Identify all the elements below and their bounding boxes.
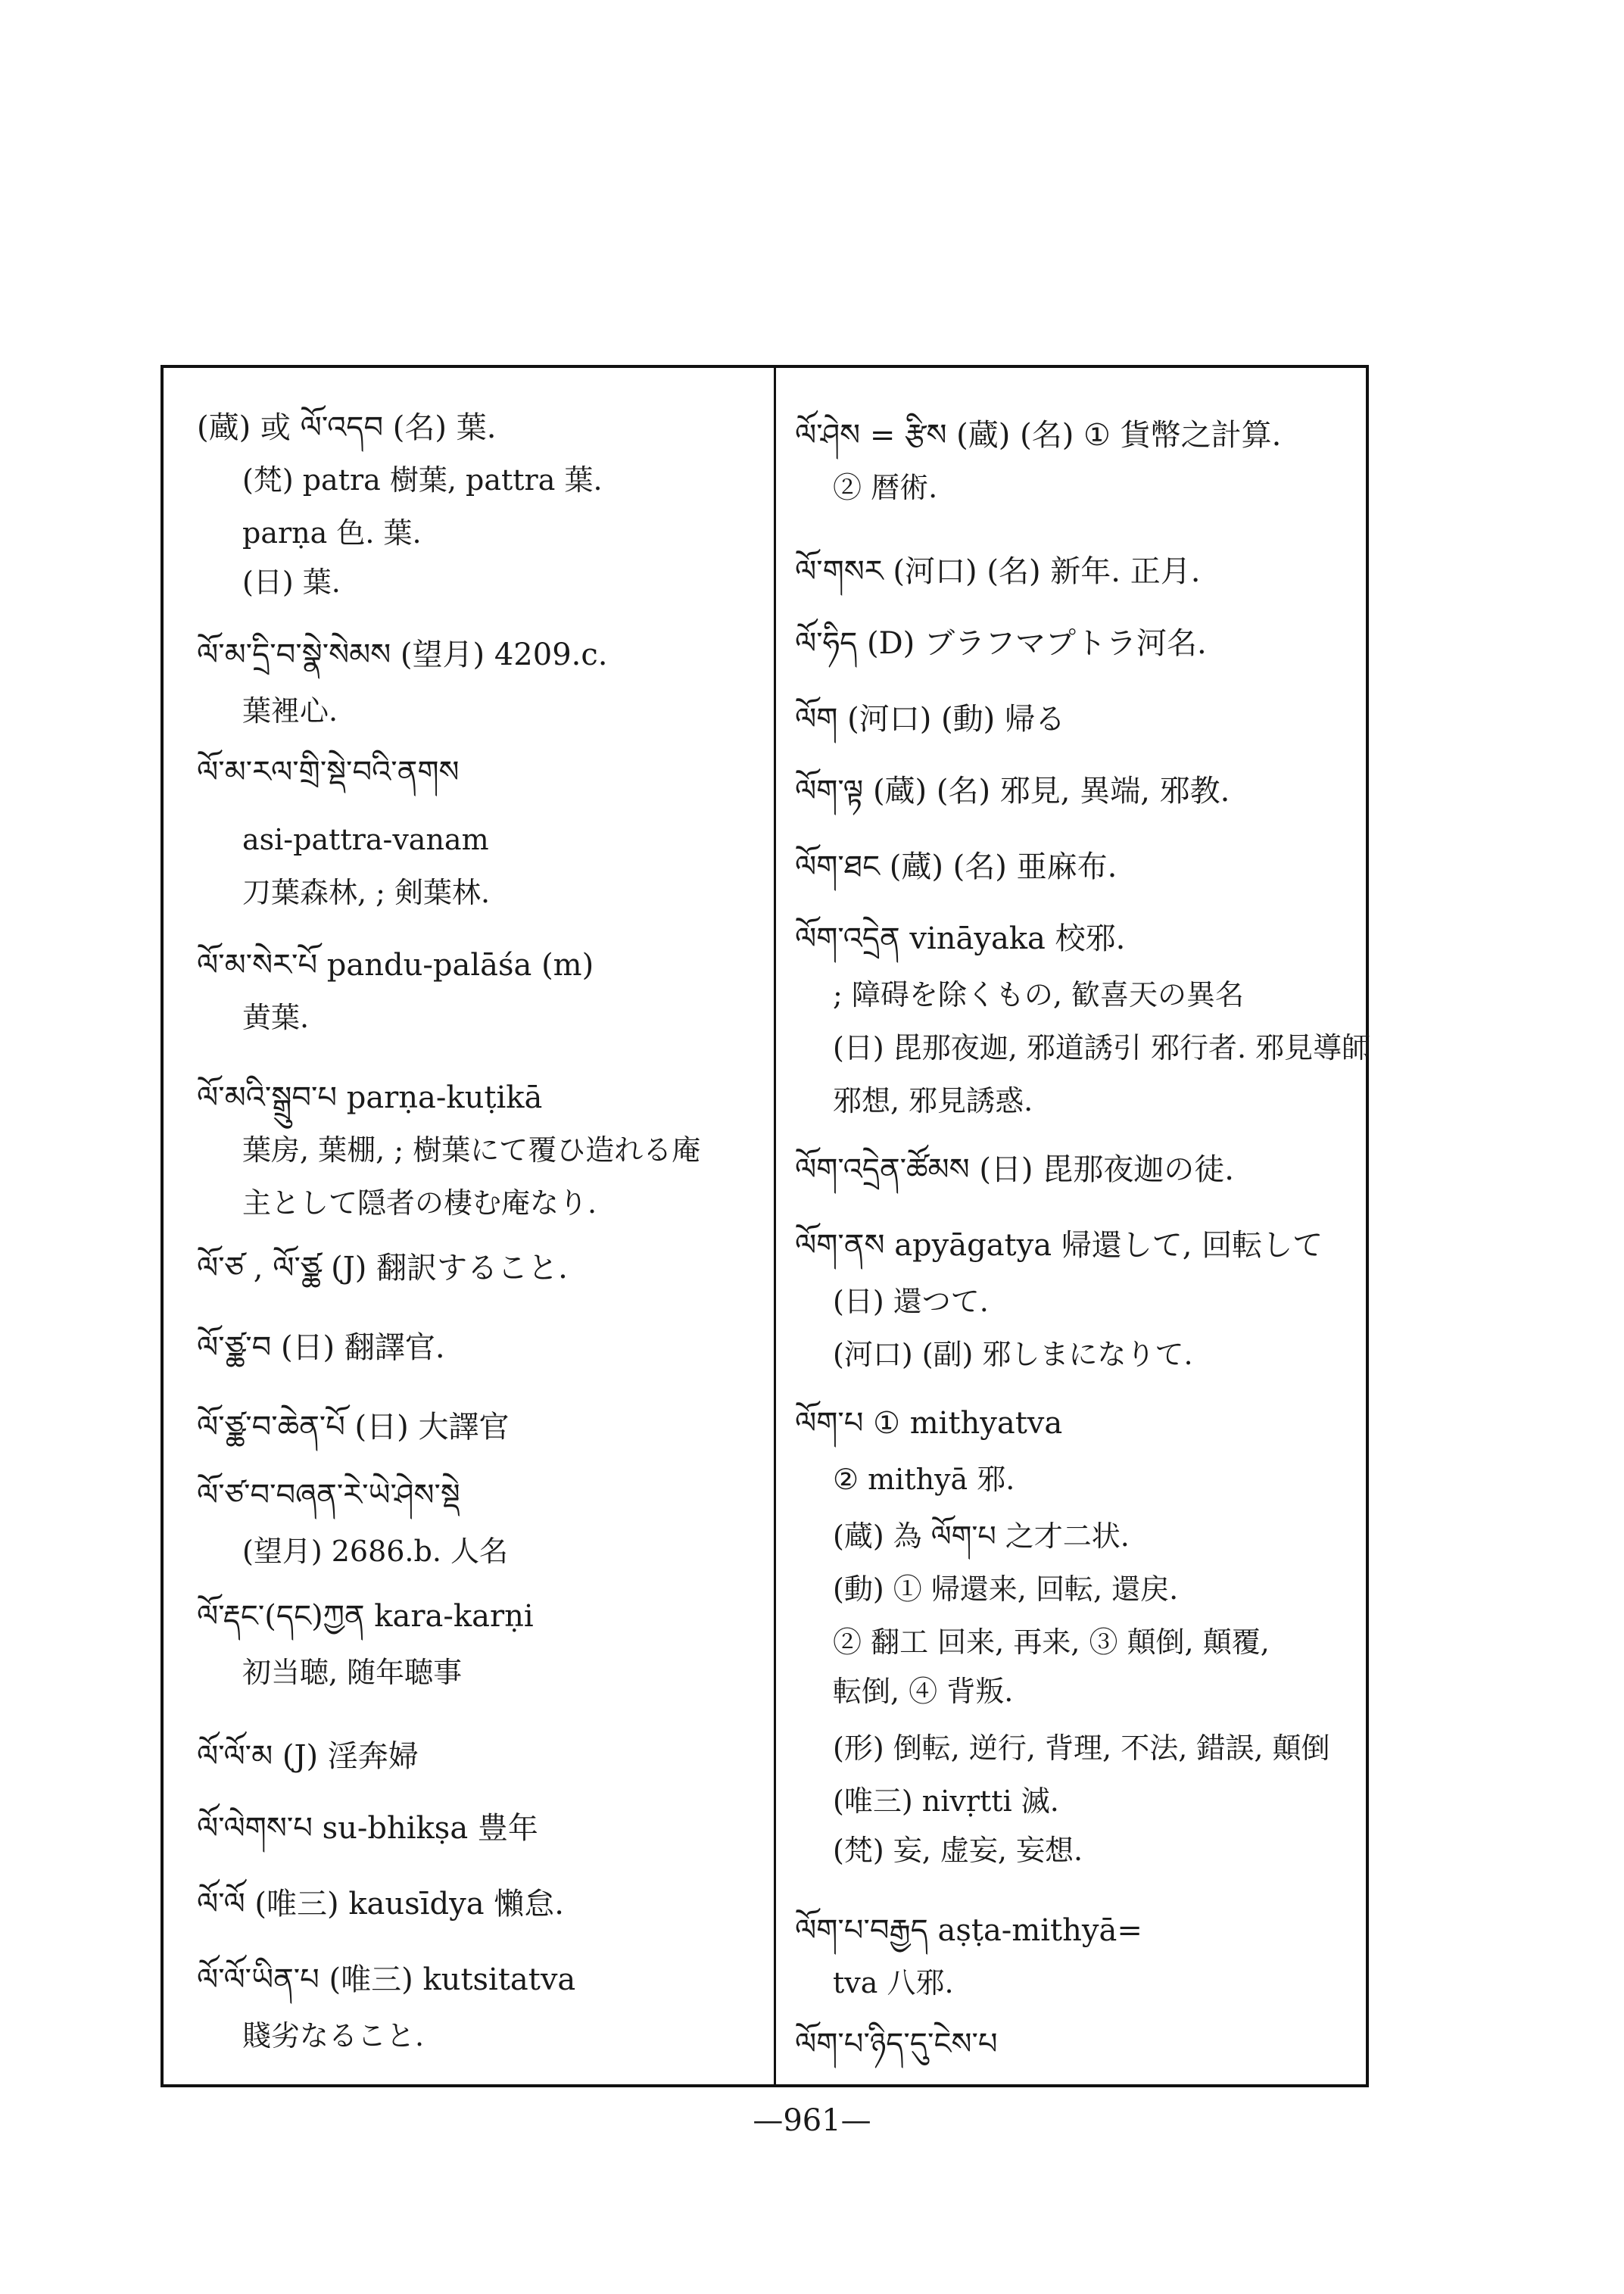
entry-gloss-line: (動) ① 帰還来, 回転, 還戻. [833, 1572, 1179, 1606]
entry-gloss-line: ② 翻工 回来, 再来, ③ 顛倒, 顛覆, [833, 1625, 1270, 1659]
entry-gloss-line: (日) 還つて. [833, 1285, 989, 1318]
entry-gloss-line: 初当聴, 随年聴事 [242, 1656, 463, 1689]
entry-headword-line: ལོ་ལོ་མ (J) 淫奔婦 [197, 1739, 419, 1774]
entry-headword-line: ལོ་ཤེས = རྩིས (蔵) (名) ① 貨幣之計算. [795, 418, 1282, 453]
entry-headword-line: ལོ་ལོ་ཡིན་པ (唯三) kutsitatva [197, 1962, 576, 1997]
entry-gloss-line: (望月) 2686.b. 人名 [242, 1535, 508, 1568]
entry-headword-line: ལོག་ལྟ (蔵) (名) 邪見, 異端, 邪教. [795, 774, 1230, 809]
entry-gloss-line: (河口) (副) 邪しまになりて. [833, 1338, 1193, 1371]
entry-gloss-line: (蔵) 為 ལོག་པ 之才二状. [833, 1519, 1130, 1553]
entry-headword-line: ལོ་ལེགས་པ su-bhikṣa 豊年 [197, 1811, 538, 1846]
entry-headword-line: ལོ་མ་དྲི་བ་སྣེ་སེམས (望月) 4209.c. [197, 637, 608, 672]
entry-headword-line: ལོག་པ་བརྒྱད aṣṭa-mithyā= [795, 1913, 1142, 1948]
entry-headword-line: ལོ་ལོ (唯三) kausīdya 懶怠. [197, 1887, 564, 1922]
entry-headword-line: ལོ་ཙྪ་བ་ཆེན་པོ (日) 大譯官 [197, 1410, 510, 1445]
entry-headword-line: ལོག་པ་ཉིད་དུ་ངེས་པ [795, 2027, 998, 2062]
entry-gloss-line: 葉房, 葉棚, ; 樹葉にて覆ひ造れる庵 [242, 1133, 701, 1167]
entry-gloss-line: 転倒, ④ 背叛. [833, 1675, 1014, 1708]
entry-gloss-line: parṇa 色. 葉. [242, 516, 422, 550]
entry-gloss-line: (梵) patra 樹葉, pattra 葉. [242, 463, 603, 497]
entry-gloss-line: 黄葉. [242, 1001, 310, 1034]
entry-headword-line: ལོ་ཙ་བ་བཞན་རེ་ཡེ་ཤེས་སྡེ [197, 1478, 460, 1513]
entry-headword-line: ལོ་ཙྪ་བ (日) 翻譯官. [197, 1330, 445, 1365]
entry-gloss-line: ② 暦術. [833, 471, 938, 504]
entry-headword-line: ལོག་འདྲེན་ཚོམས (日) 毘那夜迦の徒. [795, 1152, 1234, 1187]
entry-gloss-line: (日) 毘那夜迦, 邪道誘引 邪行者. 邪見導師 [833, 1031, 1371, 1064]
page-number: —961— [753, 2103, 871, 2138]
entry-headword-line: ལོ་ཧིད (D) ブラフマプトラ河名. [795, 626, 1207, 661]
entry-headword-line: ལོ་རྡང་(དང)ཀྱན kara-karṇi [197, 1599, 534, 1634]
entry-gloss-line: (梵) 妄, 虚妄, 妄想. [833, 1834, 1083, 1867]
entry-gloss-line: tva 八邪. [833, 1966, 954, 1999]
entry-gloss-line: (日) 葉. [242, 566, 341, 599]
entry-gloss-line: ; 障碍を除くもの, 歓喜天の異名 [833, 978, 1245, 1011]
entry-headword-line: ལོག་པ ① mithyatva [795, 1406, 1063, 1441]
entry-headword-line: ལོ་མ་སེར་པོ pandu-palāśa (m) [197, 948, 594, 983]
entry-headword-line: ལོ་གསར (河口) (名) 新年. 正月. [795, 554, 1201, 589]
entry-headword-line: ལོ་ཙ , ལོ་ཙྪ (J) 翻訳すること. [197, 1251, 568, 1286]
entry-headword-line: ལོག་ཐང (蔵) (名) 亜麻布. [795, 849, 1117, 884]
entry-gloss-line: 主として隠者の棲む庵なり. [242, 1186, 597, 1220]
entry-headword-line: ལོ་མ་རལ་གྲི་སྡེ་བའི་ནགས [197, 755, 460, 790]
entry-gloss-line: (唯三) nivṛtti 滅. [833, 1784, 1059, 1818]
entry-headword-line: (蔵) 或 ལོ་འདབ (名) 葉. [197, 410, 497, 445]
entry-headword-line: ལོ་མའི་སྒྲུབ་པ parṇa-kuṭikā [197, 1080, 543, 1115]
entry-gloss-line: 刀葉森林, ; 剣葉林. [242, 876, 491, 909]
entry-headword-line: ལོག (河口) (動) 帰る [795, 702, 1065, 737]
column-divider [774, 365, 776, 2087]
entry-gloss-line: 葉裡心. [242, 694, 338, 728]
entry-headword-line: ལོག་ནས apyāgatya 帰還して, 回転して [795, 1228, 1323, 1263]
entry-gloss-line: 賤劣なること. [242, 2019, 425, 2052]
entry-gloss-line: ② mithyā 邪. [833, 1463, 1015, 1496]
entry-gloss-line: (形) 倒転, 逆行, 背理, 不法, 錯誤, 顛倒 [833, 1731, 1330, 1765]
entry-gloss-line: asi-pattra-vanam [242, 823, 489, 856]
entry-headword-line: ལོག་འདྲེན vināyaka 校邪. [795, 921, 1126, 956]
entry-gloss-line: 邪想, 邪見誘惑. [833, 1084, 1033, 1117]
